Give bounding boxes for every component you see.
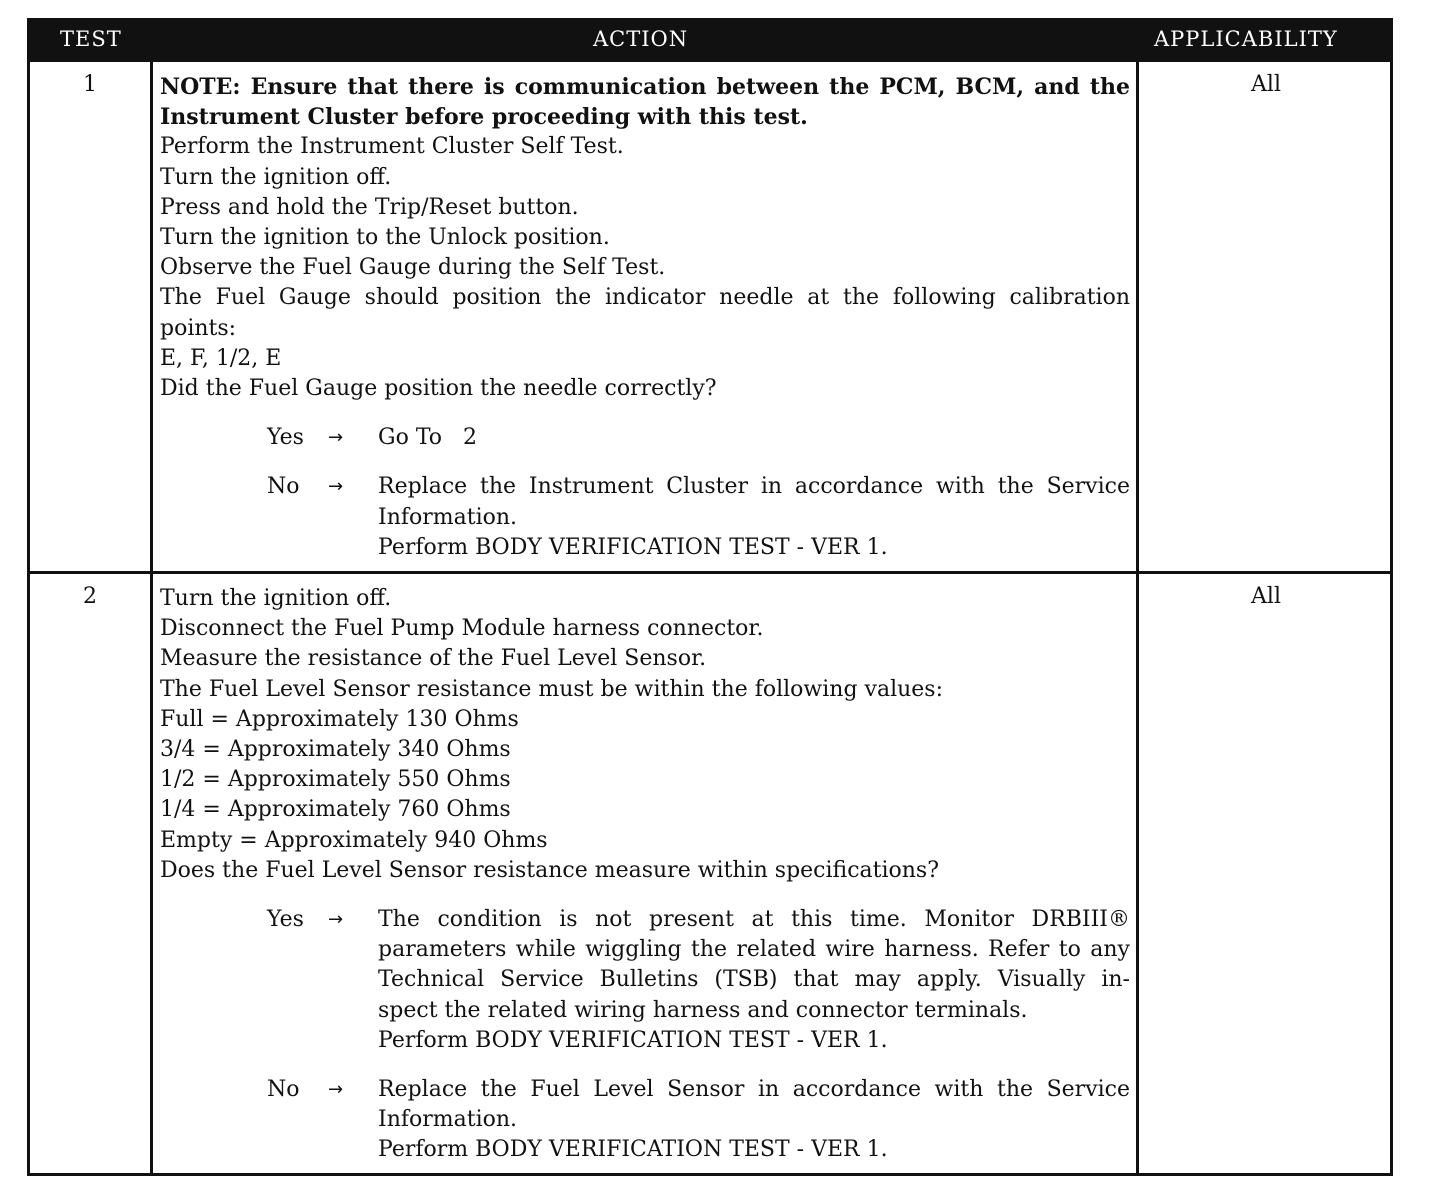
test-number: 1	[83, 72, 97, 97]
yes-result: Technical Service Bulletins (TSB) that may apply. Visually in-	[378, 967, 1130, 993]
header-action: ACTION	[593, 27, 689, 51]
action-line: 3/4 = Approximately 340 Ohms	[160, 737, 511, 763]
yes-branch	[160, 905, 1130, 1056]
diagnostic-table	[27, 18, 1393, 1176]
action-line: Empty = Approximately 940 Ohms	[160, 827, 548, 853]
arrow-right-icon: →	[328, 476, 344, 498]
table-row	[30, 62, 1390, 571]
no-result: Information.	[378, 504, 518, 530]
yes-result: Go To 2	[378, 425, 477, 451]
yes-branch	[160, 423, 1130, 453]
action-line: Measure the resistance of the Fuel Level Sensor.	[160, 646, 707, 672]
table-header	[30, 21, 1390, 62]
arrow-right-icon: →	[328, 1079, 344, 1101]
action-line: Press and hold the Trip/Reset button.	[160, 194, 579, 220]
action-line: Full = Approximately 130 Ohms	[160, 706, 519, 732]
no-branch	[160, 472, 1130, 563]
action-line: 1/4 = Approximately 760 Ohms	[160, 797, 511, 823]
yes-label: Yes	[267, 907, 304, 933]
yes-result: spect the related wiring harness and connector terminals.	[378, 997, 1028, 1023]
header-test: TEST	[60, 27, 122, 51]
table-row	[30, 574, 1390, 1174]
action-line: Turn the ignition to the Unlock position.	[160, 225, 610, 251]
no-branch	[160, 1075, 1130, 1166]
yes-result: Perform BODY VERIFICATION TEST - VER 1.	[378, 1027, 888, 1053]
no-result: Replace the Fuel Level Sensor in accordance with the Service	[378, 1077, 1130, 1103]
test-number: 2	[83, 584, 97, 609]
no-result: Perform BODY VERIFICATION TEST - VER 1.	[378, 534, 888, 560]
no-label: No	[267, 1077, 300, 1103]
note-text: NOTE: Ensure that there is communication between the PCM, BCM, and the Instrument Cluster before proceeding with this test.	[160, 74, 1130, 131]
action-line: E, F, 1/2, E	[160, 345, 282, 371]
yes-result: The condition is not present at this time. Monitor DRBIII®	[378, 907, 1130, 933]
applicability-cell: All	[1251, 72, 1281, 97]
arrow-right-icon: →	[328, 427, 344, 449]
no-result: Replace the Instrument Cluster in accordance with the Service	[378, 474, 1130, 500]
action-line: Turn the ignition off.	[160, 164, 392, 190]
action-line: Did the Fuel Gauge position the needle correctly?	[160, 376, 717, 402]
action-line: Turn the ignition off.	[160, 586, 392, 611]
action-line: The Fuel Gauge should position the indicator needle at the following calibration	[160, 285, 1130, 311]
action-line: Disconnect the Fuel Pump Module harness connector.	[160, 616, 764, 642]
action-line: The Fuel Level Sensor resistance must be within the following values:	[160, 676, 943, 702]
yes-label: Yes	[267, 425, 304, 451]
action-line: points:	[160, 315, 237, 341]
action-cell	[160, 584, 1130, 1166]
action-cell	[160, 72, 1130, 563]
no-result: Perform BODY VERIFICATION TEST - VER 1.	[378, 1137, 888, 1163]
action-line: 1/2 = Approximately 550 Ohms	[160, 767, 511, 793]
applicability-cell: All	[1251, 584, 1281, 609]
action-line: Perform the Instrument Cluster Self Test.	[160, 134, 624, 160]
yes-result: parameters while wiggling the related wire harness. Refer to any	[378, 937, 1130, 963]
no-label: No	[267, 474, 300, 500]
no-result: Information.	[378, 1107, 518, 1133]
header-applicability: APPLICABILITY	[1154, 27, 1338, 51]
action-line: Observe the Fuel Gauge during the Self Test.	[160, 255, 666, 281]
action-line: Does the Fuel Level Sensor resistance measure within specifications?	[160, 857, 940, 883]
arrow-right-icon: →	[328, 909, 344, 931]
